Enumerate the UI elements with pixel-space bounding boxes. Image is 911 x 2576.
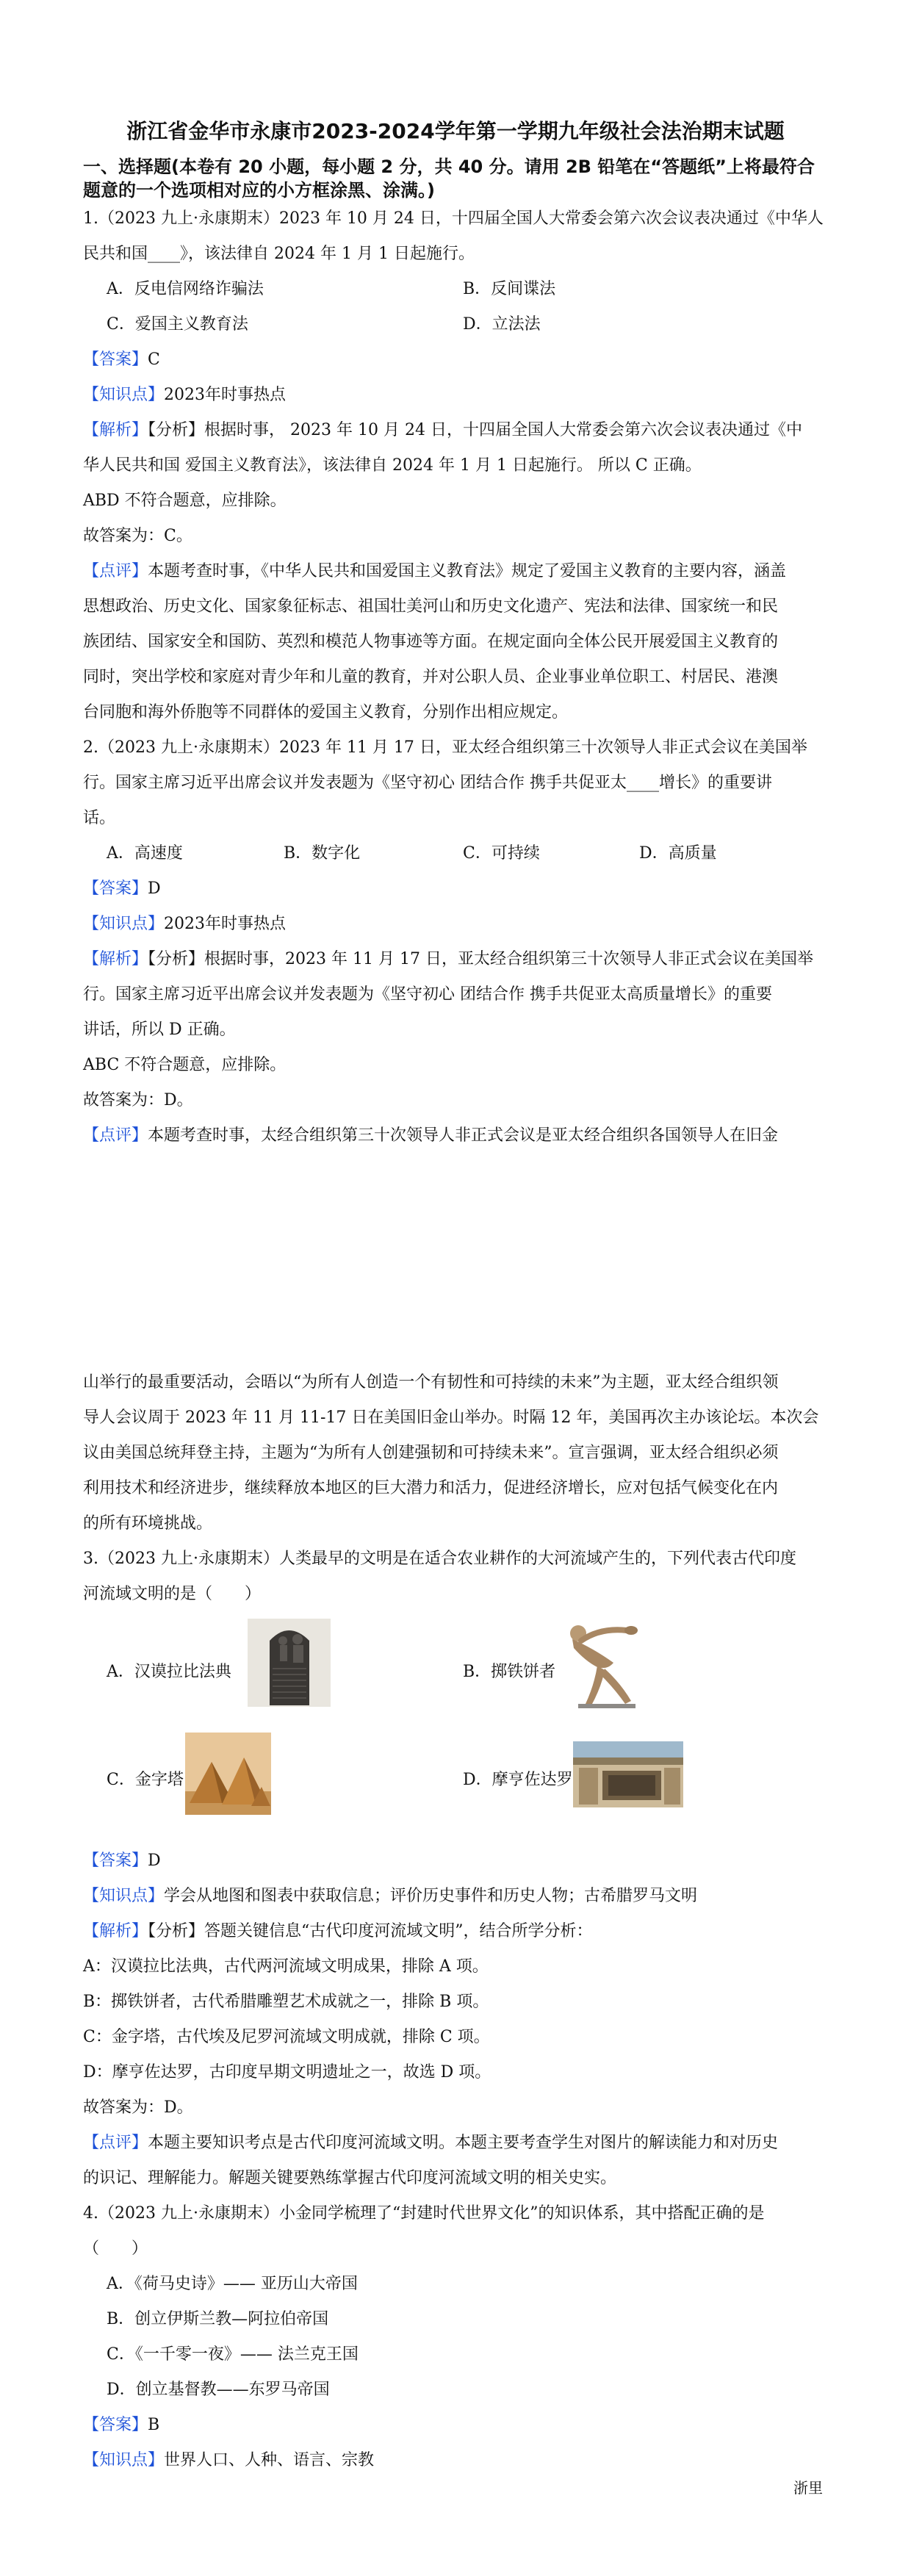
q3-comment-line-2: 的识记、理解能力。解题关键要熟练掌握古代印度河流域文明的相关史实。 <box>83 2169 617 2187</box>
q4-knowledge: 【知识点】世界人口、人种、语言、宗教 <box>83 2451 375 2469</box>
q2-comment-line-5: 利用技术和经济进步，继续释放本地区的巨大潜力和活力，促进经济增长，应对包括气候变化在内 <box>83 1479 779 1497</box>
q1-knowledge: 【知识点】2023年时事热点 <box>83 386 287 404</box>
q2-analysis-line-1: 【解析】【分析】根据时事，2023 年 11 月 17 日，亚太经合组织第三十次领导人非正式会议在美国举 <box>83 950 813 968</box>
q3-analysis-line-1: 【解析】【分析】答题关键信息“古代印度河流域文明”，结合所学分析： <box>83 1922 593 1940</box>
q2-comment-line-6: 的所有环境挑战。 <box>83 1514 213 1533</box>
q1-analysis-line-4: 故答案为：C。 <box>83 527 192 545</box>
q2-stem-line-3: 话。 <box>83 809 116 827</box>
q2-option-a: A．高速度 <box>107 844 183 863</box>
q2-comment-line-1: 【点评】本题考查时事，太经合组织第三十次领导人非正式会议是亚太经合组织各国领导人在旧金 <box>83 1126 779 1145</box>
page-footer: 浙里 <box>793 2479 823 2497</box>
q3-stem-line-2: 河流域文明的是（ ） <box>83 1585 262 1603</box>
q2-option-c: C．可持续 <box>463 844 540 863</box>
q1-comment-line-2: 思想政治、历史文化、国家象征标志、祖国壮美河山和历史文化遗产、宪法和法律、国家统一和民 <box>83 597 779 616</box>
q1-analysis-line-3: ABD 不符合题意，应排除。 <box>83 492 287 510</box>
q1-option-b: B．反间谍法 <box>463 280 556 298</box>
q1-analysis-line-1: 【解析】【分析】根据时事， 2023 年 10 月 24 日，十四届全国人大常委会第六次会议表决通过《中 <box>83 421 802 439</box>
q1-analysis-line-2: 华人民共和国 爱国主义教育法》，该法律自 2024 年 1 月 1 日起施行。 所以 C 正确。 <box>83 456 702 475</box>
q1-option-c: C．爱国主义教育法 <box>107 315 248 334</box>
q2-comment-line-4: 议由美国总统拜登主持，主题为“为所有人创建强韧和可持续未来”。宣言强调，亚太经合组织必须 <box>83 1444 779 1462</box>
q3-comment-line-1: 【点评】本题主要知识考点是古代印度河流域文明。本题主要考查学生对图片的解读能力和对历史 <box>83 2134 779 2152</box>
q3-analysis-line-4: C：金字塔，古代埃及尼罗河流域文明成就，排除 C 项。 <box>83 2028 490 2046</box>
q1-comment-line-1: 【点评】本题考查时事，《中华人民共和国爱国主义教育法》规定了爱国主义教育的主要内容，涵盖 <box>83 562 787 580</box>
code-of-hammurabi-image <box>248 1619 331 1707</box>
q3-answer: 【答案】D <box>83 1852 161 1870</box>
q4-stem-line-1: 4.（2023 九上·永康期末）小金同学梳理了“封建时代世界文化”的知识体系，其中搭配正确的是 <box>83 2204 765 2223</box>
q2-option-d: D．高质量 <box>639 844 717 863</box>
q1-comment-line-4: 同时，突出学校和家庭对青少年和儿童的教育，并对公职人员、企业事业单位职工、村居民、港澳 <box>83 668 779 686</box>
q1-option-a: A．反电信网络诈骗法 <box>107 280 264 298</box>
q1-comment-line-5: 台同胞和海外侨胞等不同群体的爱国主义教育，分别作出相应规定。 <box>83 703 569 722</box>
section-heading-line-2: 题意的一个选项相对应的小方框涂黑、涂满。) <box>83 180 435 201</box>
q2-answer: 【答案】D <box>83 879 161 898</box>
q3-option-a: A．汉谟拉比法典 <box>107 1663 231 1681</box>
q3-option-c: C．金字塔 <box>107 1771 184 1789</box>
q2-analysis-line-5: 故答案为：D。 <box>83 1091 193 1109</box>
q1-stem-line-2: 民共和国____》，该法律自 2024 年 1 月 1 日起施行。 <box>83 245 475 263</box>
pyramids-image <box>185 1733 271 1815</box>
mohenjo-daro-image <box>573 1741 683 1807</box>
q3-option-d: D．摩亨佐达罗 <box>463 1771 573 1789</box>
q3-stem-line-1: 3.（2023 九上·永康期末）人类最早的文明是在适合农业耕作的大河流域产生的，下列代表古代印度 <box>83 1550 796 1568</box>
q2-analysis-line-2: 行。国家主席习近平出席会议并发表题为《坚守初心 团结合作 携手共促亚太高质量增长》的重要 <box>83 985 772 1004</box>
q3-analysis-line-3: B：掷铁饼者，古代希腊雕塑艺术成就之一，排除 B 项。 <box>83 1993 489 2011</box>
q1-stem-line-1: 1.（2023 九上·永康期末）2023 年 10 月 24 日，十四届全国人大常委会第六次会议表决通过《中华人 <box>83 209 824 228</box>
q1-option-d: D．立法法 <box>463 315 541 334</box>
q3-knowledge: 【知识点】学会从地图和图表中获取信息；评价历史事件和历史人物；古希腊罗马文明 <box>83 1887 698 1905</box>
q2-stem-line-1: 2.（2023 九上·永康期末）2023 年 11 月 17 日，亚太经合组织第三十次领导人非正式会议在美国举 <box>83 738 807 757</box>
q1-answer: 【答案】C <box>83 350 160 369</box>
q3-analysis-line-6: 故答案为：D。 <box>83 2098 193 2117</box>
q4-answer: 【答案】B <box>83 2416 160 2434</box>
page-title: 浙江省金华市永康市2023-2024学年第一学期九年级社会法治期末试题 <box>126 119 785 143</box>
q4-option-c: C．《一千零一夜》—— 法兰克王国 <box>107 2345 359 2364</box>
q1-comment-line-3: 族团结、国家安全和国防、英烈和模范人物事迹等方面。在规定面向全体公民开展爱国主义教育的 <box>83 633 779 651</box>
q2-option-b: B．数字化 <box>284 844 361 863</box>
q4-option-d: D．创立基督教——东罗马帝国 <box>107 2381 330 2399</box>
q4-stem-line-2: （ ） <box>83 2239 148 2258</box>
q2-analysis-line-4: ABC 不符合题意，应排除。 <box>83 1056 287 1074</box>
q4-option-b: B．创立伊斯兰教—阿拉伯帝国 <box>107 2310 329 2328</box>
discobolus-image <box>556 1619 644 1708</box>
q2-stem-line-2: 行。国家主席习近平出席会议并发表题为《坚守初心 团结合作 携手共促亚太____增长》的重要讲 <box>83 774 772 792</box>
q3-analysis-line-2: A：汉谟拉比法典，古代两河流域文明成果，排除 A 项。 <box>83 1957 489 1976</box>
q3-option-b: B．掷铁饼者 <box>463 1663 556 1681</box>
section-heading-line-1: 一、选择题(本卷有 20 小题，每小题 2 分，共 40 分。请用 2B 铅笔在“答题纸”上将最符合 <box>83 156 815 177</box>
q2-comment-line-3: 导人会议周于 2023 年 11 月 11-17 日在美国旧金山举办。时隔 12 年，美国再次主办该论坛。本次会 <box>83 1408 819 1427</box>
q3-analysis-line-5: D：摩亨佐达罗，古印度早期文明遗址之一，故选 D 项。 <box>83 2063 491 2082</box>
q4-option-a: A．《荷马史诗》—— 亚历山大帝国 <box>107 2275 358 2293</box>
q2-knowledge: 【知识点】2023年时事热点 <box>83 915 287 933</box>
q2-comment-line-2: 山举行的最重要活动，会晤以“为所有人创造一个有韧性和可持续的未来”为主题，亚太经合组织领 <box>83 1373 779 1392</box>
q2-analysis-line-3: 讲话，所以 D 正确。 <box>83 1021 236 1039</box>
